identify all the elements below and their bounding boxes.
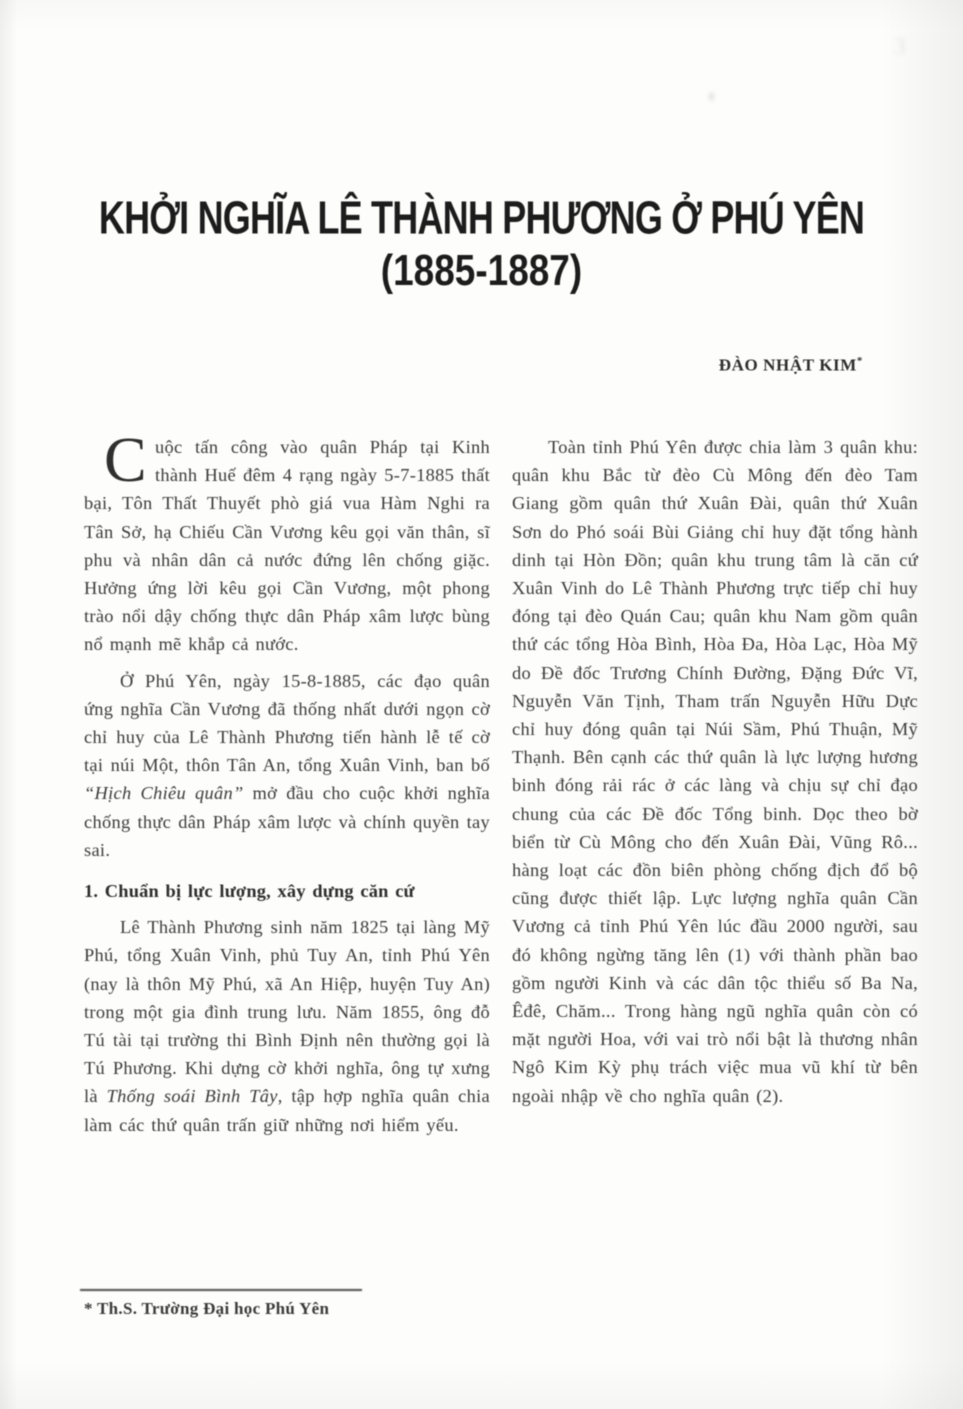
paragraph-phu-yen-text-1: Ở Phú Yên, ngày 15-8-1885, các đạo quân ứng nghĩa Cần Vương đã thống nhất dưới ngọn cờ chỉ huy của Lê Thành Phương tiến hành lễ tế cờ tại núi Một, thôn Tân An, tổng Xuân Vinh, ban bố — [84, 670, 490, 776]
article-title-line1: KHỞI NGHĨA LÊ THÀNH PHƯƠNG Ở PHÚ YÊN — [98, 191, 865, 244]
thong-soai-binh-tay-italic: Thống soái Bình Tây — [106, 1086, 278, 1107]
footnote-divider — [80, 1289, 362, 1291]
paragraph-phu-yen-text-2: mở đầu cho cuộc khởi nghĩa chống thực dân Pháp xâm lược và chính quyền tay sai. — [84, 783, 491, 860]
paragraph-opening — [84, 424, 490, 659]
author-byline — [0, 355, 863, 376]
footnote-text: * Th.S. Trường Đại học Phú Yên — [84, 1299, 330, 1318]
author-footnote-mark: * — [856, 355, 863, 367]
paragraph-opening-text: uộc tấn công vào quân Pháp tại Kinh thành Huế đêm 4 rạng ngày 5-7-1885 thất bại, Tôn Thất Thuyết phò giá vua Hàm Nghi ra Tân Sở, hạ Chiếu Cần Vương kêu gọi văn thân, sĩ phu và nhân dân cả nước đứng lên chống giặc. Hưởng ứng lời kêu gọi Cần Vương, một phong trào nổi dậy chống thực dân Pháp xâm lược bùng nổ mạnh mẽ khắp cả nước. — [84, 437, 490, 655]
paragraph-biography-text-1: Lê Thành Phương sinh năm 1825 tại làng Mỹ Phú, tổng Xuân Vinh, phủ Tuy An, tỉnh Phú Yên (nay là thôn Mỹ Phú, xã An Hiệp, huyện Tuy An) trong một gia đình trung lưu. Năm 1855, ông đỗ Tú tài tại trường thi Bình Định nên thường gọi là Tú Phương. Khi dựng cờ khởi nghĩa, ông tự xưng là — [84, 917, 490, 1107]
drop-cap-letter: C — [104, 424, 147, 495]
right-column — [512, 433, 918, 1110]
hich-chieu-quan-italic: “Hịch Chiêu quân” — [84, 783, 244, 804]
left-column — [84, 424, 491, 1139]
paragraph-biography — [84, 913, 490, 1139]
paragraph-military-zones: Toàn tỉnh Phú Yên được chia làm 3 quân khu: quân khu Bắc từ đèo Cù Mông đến đèo Tam Giang gồm quân thứ Xuân Đài, quân thứ Xuân Sơn do Phó soái Bùi Giảng chỉ huy đặt tổng hành dinh tại Hòn Đồn; quân khu trung tâm là căn cứ Xuân Vinh do Lê Thành Phương trực tiếp chỉ huy đóng tại đèo Quán Cau; quân khu Nam gồm quân thứ các tổng Hòa Bình, Hòa Đa, Hòa Lạc, Hòa Mỹ do Đề đốc Trương Chính Đường, Đặng Đức Vĩ, Nguyễn Văn Tịnh, Tham trấn Nguyễn Hữu Dực chỉ huy đóng quân tại Núi Sầm, Phú Thuận, Mỹ Thạnh. Bên cạnh các thứ quân là lực lượng hương binh đóng rải rác ở các làng và chịu sự chỉ đạo chung của các Đề đốc Tổng binh. Dọc theo bờ biển từ Cù Mông cho đến Xuân Đài, Vũng Rô... hàng loạt các đồn biên phòng chống địch đổ bộ cũng được thiết lập. Lực lượng nghĩa quân Cần Vương cả tỉnh Phú Yên lúc đầu 2000 người, sau đó không ngừng tăng lên (1) với thành phần bao gồm người Kinh và các dân tộc thiểu số Ba Na, Êđê, Chăm... Trong hàng ngũ nghĩa quân còn có mặt người Hoa, với vai trò nổi bật là thương nhân Ngô Kim Kỳ phụ trách việc mua vũ khí từ bên ngoài nhập về cho nghĩa quân (2). — [512, 437, 918, 1106]
scan-speckle — [709, 92, 714, 101]
page-number-artifact: 3 — [894, 34, 906, 60]
section-heading-1: 1. Chuẩn bị lực lượng, xây dựng căn cứ — [84, 881, 415, 902]
paragraph-phu-yen — [84, 667, 490, 864]
paragraph-biography-text-2: , tập hợp nghĩa quân chia làm các thứ quân trấn giữ những nơi hiểm yếu. — [84, 1086, 490, 1135]
article-title-line2: (1885-1887) — [380, 246, 583, 295]
author-name: ĐÀO NHẬT KIM — [718, 355, 857, 375]
